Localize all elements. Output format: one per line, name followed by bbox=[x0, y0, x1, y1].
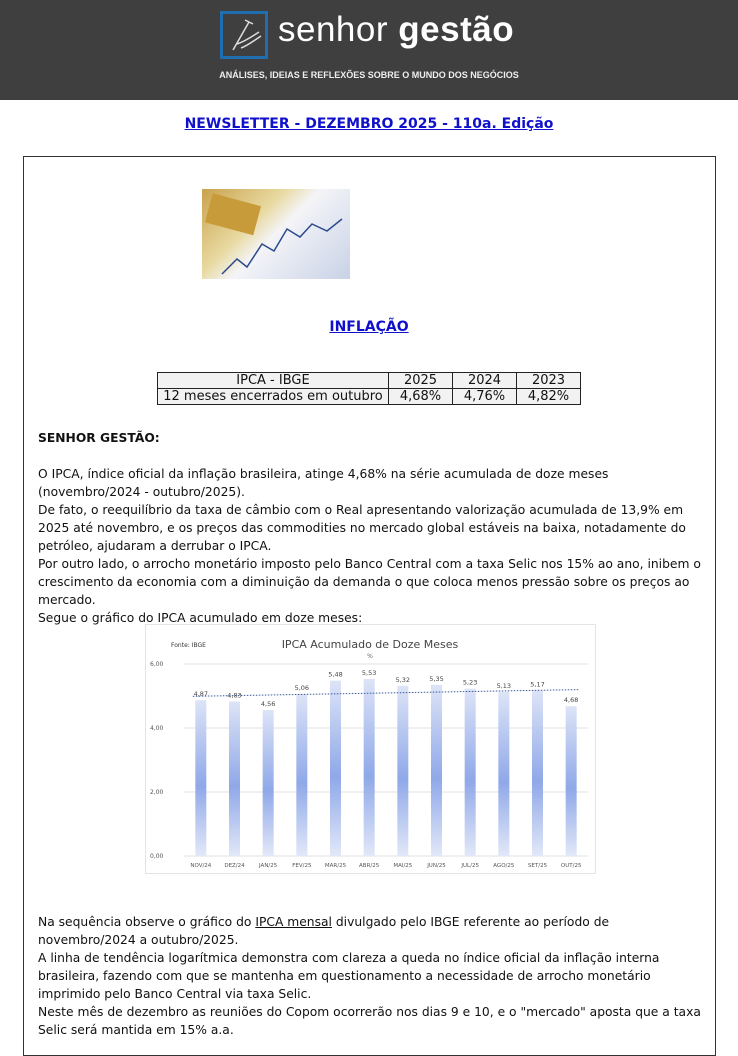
newsletter-title-link[interactable]: NEWSLETTER - DEZEMBRO 2025 - 110a. Edição bbox=[184, 116, 554, 132]
table-cell: 12 meses encerrados em outubro bbox=[158, 389, 389, 405]
value-label: 5,13 bbox=[496, 681, 512, 690]
y-tick-label: 0,00 bbox=[150, 853, 164, 860]
table-cell: 2025 bbox=[389, 373, 453, 389]
bar bbox=[566, 706, 577, 856]
x-tick-label: DEZ/24 bbox=[224, 863, 245, 869]
value-label: 4,87 bbox=[193, 690, 209, 699]
chart-title: IPCA Acumulado de Doze Meses bbox=[281, 638, 459, 651]
table-cell: 4,76% bbox=[453, 389, 517, 405]
pen-hand-logo-icon bbox=[220, 11, 268, 59]
brand-bold: gestão bbox=[398, 10, 515, 49]
bar bbox=[397, 686, 408, 856]
bar bbox=[296, 694, 307, 856]
bar bbox=[532, 691, 543, 856]
paragraph: Por outro lado, o arrocho monetário imposto pelo Banco Central com a taxa Selic nos 15% ao ano, inibem o crescimento da economia com a diminuição da demanda o que coloca menos pressão sobre os preços ao mercado. bbox=[38, 557, 701, 607]
chart-subtitle: % bbox=[367, 653, 373, 660]
brand-light: senhor bbox=[278, 10, 389, 49]
money-chart-photo bbox=[202, 189, 350, 279]
value-label: 5,35 bbox=[429, 674, 444, 683]
bar bbox=[263, 710, 274, 856]
brand-logo[interactable] bbox=[278, 10, 514, 50]
text: divulgado pelo IBGE referente ao período de novembro/2024 a outubro/2025. bbox=[38, 915, 610, 947]
author-label: SENHOR GESTÃO: bbox=[38, 431, 160, 445]
value-label: 5,23 bbox=[462, 678, 478, 687]
bar bbox=[431, 685, 442, 856]
paragraph: O IPCA, índice oficial da inflação brasileira, atinge 4,68% na série acumulada de doze meses (novembro/2024 - outubro/2025). bbox=[38, 467, 609, 499]
bar bbox=[229, 701, 240, 856]
site-header bbox=[0, 0, 738, 100]
table-header-row bbox=[158, 373, 581, 389]
ipca-table bbox=[157, 372, 581, 405]
value-label: 4,56 bbox=[260, 700, 276, 709]
x-tick-label: AGO/25 bbox=[493, 863, 515, 869]
x-tick-label: NOV/24 bbox=[190, 863, 212, 869]
x-tick-label: OUT/25 bbox=[560, 863, 582, 869]
paragraph: De fato, o reequilíbrio da taxa de câmbio com o Real apresentando valorização acumulada de 13,9% em 2025 até novembro, e os preços das commodities no mercado global estáveis na baixa, notadamente do petróleo, ajudaram a derrubar o IPCA. bbox=[38, 503, 686, 553]
x-tick-label: FEV/25 bbox=[292, 863, 312, 869]
value-label: 5,06 bbox=[294, 684, 310, 693]
value-label: 5,53 bbox=[361, 669, 377, 678]
value-label: 5,48 bbox=[328, 670, 343, 679]
table-cell: 4,82% bbox=[517, 389, 581, 405]
x-tick-label: SET/25 bbox=[527, 863, 548, 869]
text: Na sequência observe o gráfico do bbox=[38, 915, 256, 929]
bar bbox=[330, 681, 341, 856]
x-tick-label: MAI/25 bbox=[393, 863, 413, 869]
paragraph: A linha de tendência logarítmica demonstra com clareza a queda no índice oficial da inflação interna brasileira, fazendo com que se mantenha em questionamento a necessidade de arrocho monetário imprimido pelo Banco Central via taxa Selic. bbox=[38, 951, 660, 1001]
trendline bbox=[193, 690, 579, 700]
table-cell: IPCA - IBGE bbox=[158, 373, 389, 389]
article-body bbox=[38, 465, 703, 627]
x-tick-label: JUL/25 bbox=[461, 863, 479, 869]
value-label: 5,32 bbox=[395, 675, 411, 684]
table-cell: 2024 bbox=[453, 373, 517, 389]
bar bbox=[498, 692, 509, 856]
y-tick-label: 6,00 bbox=[150, 661, 164, 668]
table-row bbox=[158, 389, 581, 405]
chart-source: Fonte: IBGE bbox=[171, 642, 206, 649]
bar bbox=[364, 679, 375, 856]
y-tick-label: 2,00 bbox=[150, 789, 164, 796]
paragraph bbox=[38, 913, 703, 949]
value-label: 4,68 bbox=[563, 696, 579, 705]
paragraph: Neste mês de dezembro as reuniões do Copom ocorrerão nos dias 9 e 10, e o "mercado" aposta que a taxa Selic será mantida em 15% a.a. bbox=[38, 1005, 701, 1037]
table-cell: 4,68% bbox=[389, 389, 453, 405]
article-body-2 bbox=[38, 913, 703, 1039]
value-label: 5,17 bbox=[530, 680, 545, 689]
x-tick-label: JAN/25 bbox=[259, 863, 278, 869]
section-title-link[interactable]: INFLAÇÃO bbox=[329, 319, 409, 335]
x-tick-label: JUN/25 bbox=[427, 863, 446, 869]
x-tick-label: MAR/25 bbox=[324, 863, 347, 869]
value-label: 4,83 bbox=[227, 691, 242, 700]
y-tick-label: 4,00 bbox=[150, 725, 164, 732]
table-cell: 2023 bbox=[517, 373, 581, 389]
paragraph: Segue o gráfico do IPCA acumulado em doze meses: bbox=[38, 611, 363, 625]
x-tick-label: ABR/25 bbox=[359, 863, 380, 869]
ipca-mensal-link[interactable]: IPCA mensal bbox=[255, 915, 332, 929]
ipca-chart bbox=[145, 624, 596, 874]
bar bbox=[195, 700, 206, 856]
tagline: ANÁLISES, IDEIAS E REFLEXÕES SOBRE O MUNDO DOS NEGÓCIOS bbox=[219, 70, 519, 80]
bar bbox=[465, 689, 476, 856]
